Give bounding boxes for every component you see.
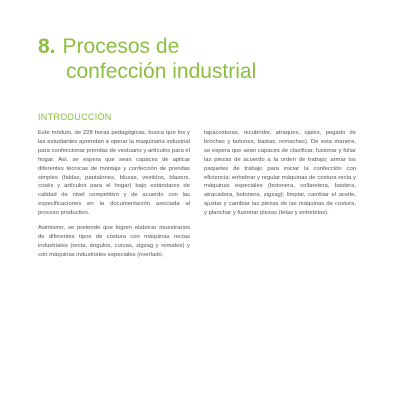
paragraph: tapacosturas, recubridor, atraques, ojales, pegado de broches y botones, bastas, remaches). De esta manera, se espera que sean capaces de clasificar, fusionar y foliar las piezas de acuerdo a la orden de trabajo; armar los paquetes de trabajo para iniciar la confección con eficiencia; enhebrar y regular máquinas de costura recta y máquinas especiales (botonera, collaretera, bastera, atracadora, botonera, zigzag); limpiar, cambiar el aceite, ajustar y cambiar las piezas de las máquinas de costura, y planchar y fusionar piezas (telas y entretelas). bbox=[204, 130, 356, 217]
chapter-title-line-2: confección industrial bbox=[66, 60, 257, 83]
paragraph: Este módulo, de 228 horas pedagógicas, busca que los y las estudiantes aprendan a operar la maquinaria industrial para confeccionar prendas de vestuario y artículos para el hogar. Así, se espera que sean capaces de aplicar diferentes técnicas de montaje y confección de prendas simples (faldas, pantalones, blusas, vestidos, blazers, cosés y artículos para el hogar) bajo estándares de calidad de nivel competitivo y de acuerdo con las especificaciones en la documentación asociada al proceso productivo. bbox=[38, 130, 190, 217]
section-heading: INTRODUCCIÓN bbox=[38, 112, 112, 122]
chapter-title-row bbox=[38, 34, 378, 59]
chapter-number: 8. bbox=[38, 35, 56, 58]
paragraph: Asimismo, se pretende que logren elaborar muestrarios de diferentes tipos de costura con máquinas rectas industriales (recta, ángulos, curvas, zigzag y remates) y con máquinas industriales especiales (overlado, bbox=[38, 225, 190, 258]
body-column-left bbox=[38, 129, 190, 266]
chapter-title-line-1: Procesos de bbox=[62, 35, 180, 58]
chapter-title bbox=[38, 34, 378, 84]
body-column-right bbox=[204, 129, 356, 224]
